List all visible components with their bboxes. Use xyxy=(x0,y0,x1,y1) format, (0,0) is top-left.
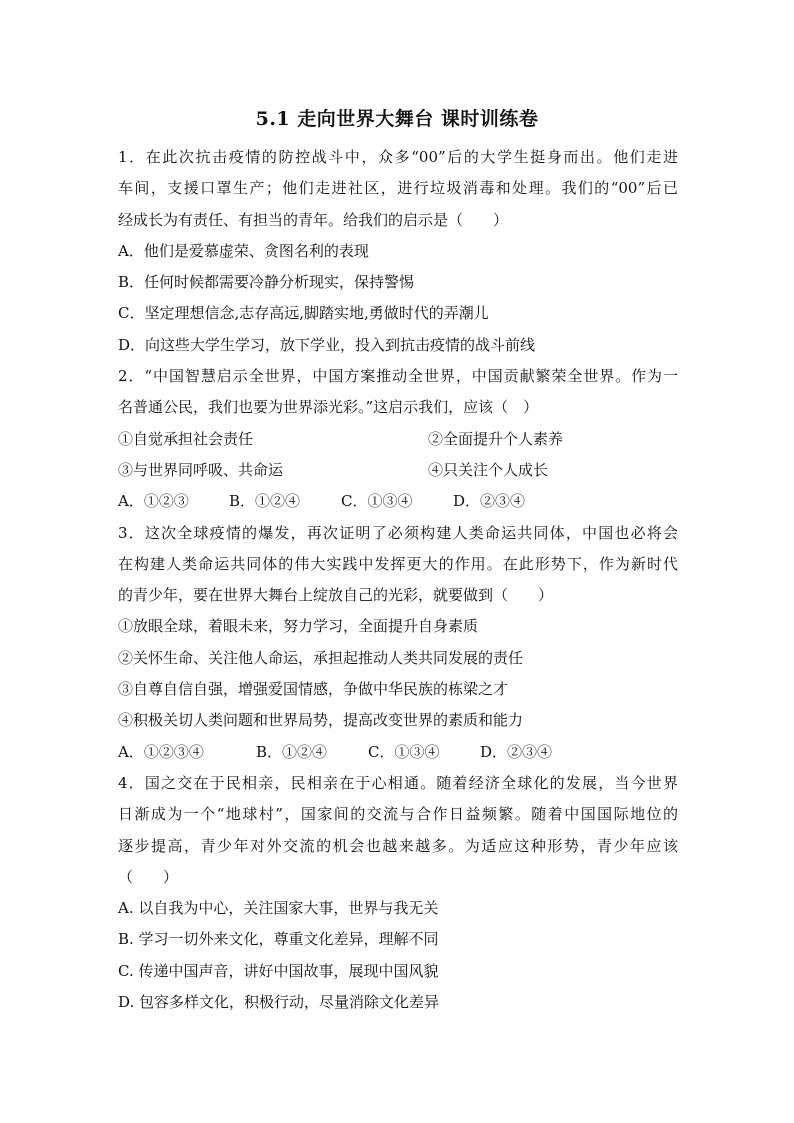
option-c: C．①③④ xyxy=(341,492,413,511)
statement-item: ③与世界同呼吸、共命运 xyxy=(118,460,284,479)
option-a: A．①②③ xyxy=(118,492,189,511)
question-stem-line: （ ） xyxy=(118,867,179,886)
question-stem-line: 3．这次全球疫情的爆发，再次证明了必须构建人类命运共同体，中国也必将会 xyxy=(118,523,678,542)
question-list xyxy=(118,142,678,1018)
option-d: D．②③④ xyxy=(453,492,526,511)
statement-item: ②全面提升个人素养 xyxy=(428,429,564,448)
question-1 xyxy=(118,142,678,361)
question-stem-line: 经成长为有责任、有担当的青年。给我们的启示是（ ） xyxy=(118,210,509,229)
statement-item: ①自觉承担社会责任 xyxy=(118,429,254,448)
question-stem-line: 日渐成为一个“地球村”，国家间的交流与合作日益频繁。随着中国国际地位的 xyxy=(118,805,678,824)
question-stem-line: 在构建人类命运共同体的伟大实践中发挥更大的作用。在此形势下，作为新时代 xyxy=(118,554,678,573)
option-c: C．①③④ xyxy=(368,742,440,761)
statement-row xyxy=(118,455,678,486)
question-3 xyxy=(118,518,678,768)
statement-row xyxy=(118,424,678,455)
option-row xyxy=(118,737,678,768)
question-stem-line: 2．“中国智慧启示全世界，中国方案推动全世界，中国贡献繁荣全世界。作为一 xyxy=(118,367,678,386)
option-c: C. 传递中国声音，讲好中国故事，展现中国风貌 xyxy=(118,961,439,980)
statement-item: ④积极关切人类问题和世界局势，提高改变世界的素质和能力 xyxy=(118,711,524,730)
option-d: D．②③④ xyxy=(480,742,553,761)
option-a: A．他们是爱慕虚荣、贪图名利的表现 xyxy=(118,241,369,260)
question-stem-line: 1．在此次抗击疫情的防控战斗中，众多“00”后的大学生挺身而出。他们走进 xyxy=(118,148,678,166)
statement-item: ②关怀生命、关注他人命运，承担起推动人类共同发展的责任 xyxy=(118,648,524,667)
statement-item: ③自尊自信自强，增强爱国情感，争做中华民族的栋梁之才 xyxy=(118,680,509,699)
question-stem-line: 的青少年，要在世界大舞台上绽放自己的光彩，就要做到（ ） xyxy=(118,586,554,605)
option-a: A．①②③④ xyxy=(118,742,204,761)
question-stem-line: 逐步提高，青少年对外交流的机会也越来越多。为适应这种形势，青少年应该 xyxy=(118,836,678,855)
option-d: D．向这些大学生学习，放下学业，投入到抗击疫情的战斗前线 xyxy=(118,335,536,354)
option-b: B. 学习一切外来文化，尊重文化差异，理解不同 xyxy=(118,930,439,949)
statement-item: ④只关注个人成长 xyxy=(428,460,549,479)
option-c: C．坚定理想信念,志存高远,脚踏实地,勇做时代的弄潮儿 xyxy=(118,304,489,323)
question-stem-line: 车间，支援口罩生产；他们走进社区，进行垃圾消毒和处理。我们的“00”后已 xyxy=(118,179,678,198)
page-title: 5.1 走向世界大舞台 课时训练卷 xyxy=(255,108,539,130)
option-row xyxy=(118,486,678,517)
option-d: D. 包容多样文化，积极行动，尽量消除文化差异 xyxy=(118,993,440,1012)
question-4 xyxy=(118,768,678,1018)
option-a: A. 以自我为中心，关注国家大事，世界与我无关 xyxy=(118,899,439,918)
question-stem-line: 名普通公民，我们也要为世界添光彩。”这启示我们，应该（ ） xyxy=(118,398,539,417)
statement-item: ①放眼全球，着眼未来，努力学习，全面提升自身素质 xyxy=(118,617,479,636)
question-2 xyxy=(118,361,678,517)
option-b: B．①②④ xyxy=(256,742,328,761)
question-stem-line: 4．国之交在于民相亲，民相亲在于心相通。随着经济全球化的发展，当今世界 xyxy=(118,773,678,792)
option-b: B．①②④ xyxy=(229,492,301,511)
option-b: B．任何时候都需要冷静分析现实，保持警惕 xyxy=(118,273,415,292)
